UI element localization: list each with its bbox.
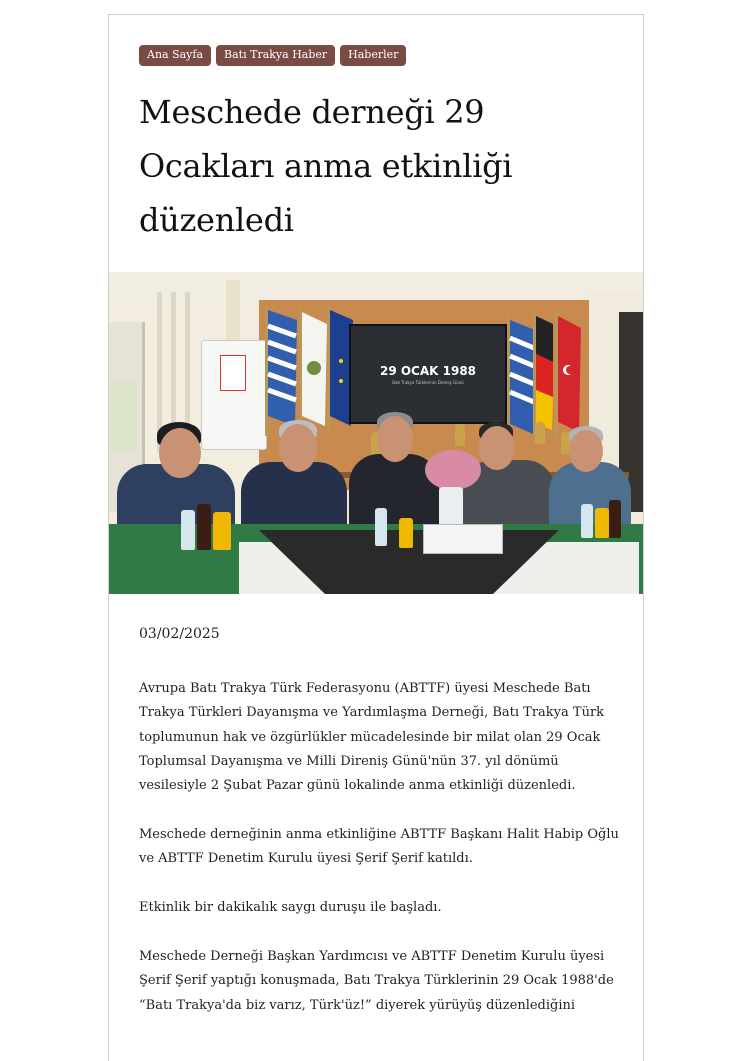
photo-cola-bottle [197,504,211,550]
article-card [108,14,644,1061]
photo-trophy [535,422,545,444]
breadcrumb-bati-trakya-haber[interactable]: Batı Trakya Haber [216,45,335,66]
article-body [139,677,629,1043]
screen-title: 29 OCAK 1988 [379,364,477,378]
photo-flag-greece [265,306,299,436]
photo-presentation-screen [349,324,507,424]
photo-flag-white [299,308,329,438]
screen-subtitle: Batı Trakya Türklerinin Direniş Günü [392,380,464,385]
article-paragraph: Avrupa Batı Trakya Türk Federasyonu (ABTTF) üyesi Meschede Batı Trakya Türkleri Dayanışma ve Yardımlaşma Derneği, Batı Trakya Türk toplumunun hak ve özgürlükler mücadelesinde bir milat olan 29 Ocak Toplumsal Dayanışma ve Milli Direniş Günü'nün 37. yıl dönümü vesilesiyle 2 Şubat Pazar günü lokalinde anma etkinliği düzenledi. [139,681,605,794]
article-paragraph: Meschede Derneği Başkan Yardımcısı ve ABTTF Denetim Kurulu üyesi Şerif Şerif yaptığı konuşmada, Batı Trakya Türklerinin 29 Ocak 1988'de “Batı Trakya'da biz varız, Türk'üz!” diyerek yürüyüş düzenlediğini [139,949,614,1013]
photo-cola-bottle [609,500,621,538]
article-photo [109,272,643,594]
photo-flag-turkey [555,312,583,442]
photo-boiler [201,340,267,450]
photo-soda-bottle [595,508,609,538]
photo-soda-bottle [213,512,231,550]
article-paragraph: Meschede derneğinin anma etkinliğine ABTTF Başkanı Halit Habip Oğlu ve ABTTF Denetim Kurulu üyesi Şerif Şerif katıldı. [139,827,619,867]
photo-water-bottle [181,510,195,550]
breadcrumb-haberler[interactable]: Haberler [340,45,406,66]
photo-no-smoking-sign [220,355,246,391]
breadcrumb [139,45,406,66]
photo-boiler-pipe [226,280,240,340]
photo-water-bottle [581,504,593,538]
photo-water-bottle [375,508,387,546]
photo-soda-can [399,518,413,548]
photo-vase [439,487,463,527]
page-title: Meschede derneği 29 Ocakları anma etkinliği düzenledi [139,93,513,239]
breadcrumb-home[interactable]: Ana Sayfa [139,45,211,66]
photo-trophy [455,424,465,446]
article-date: 03/02/2025 [139,626,220,642]
article-paragraph: Etkinlik bir dakikalık saygı duruşu ile başladı. [139,900,442,916]
photo-nameplate [423,524,503,554]
photo-door-window [111,382,137,452]
photo-flowers [425,450,481,490]
